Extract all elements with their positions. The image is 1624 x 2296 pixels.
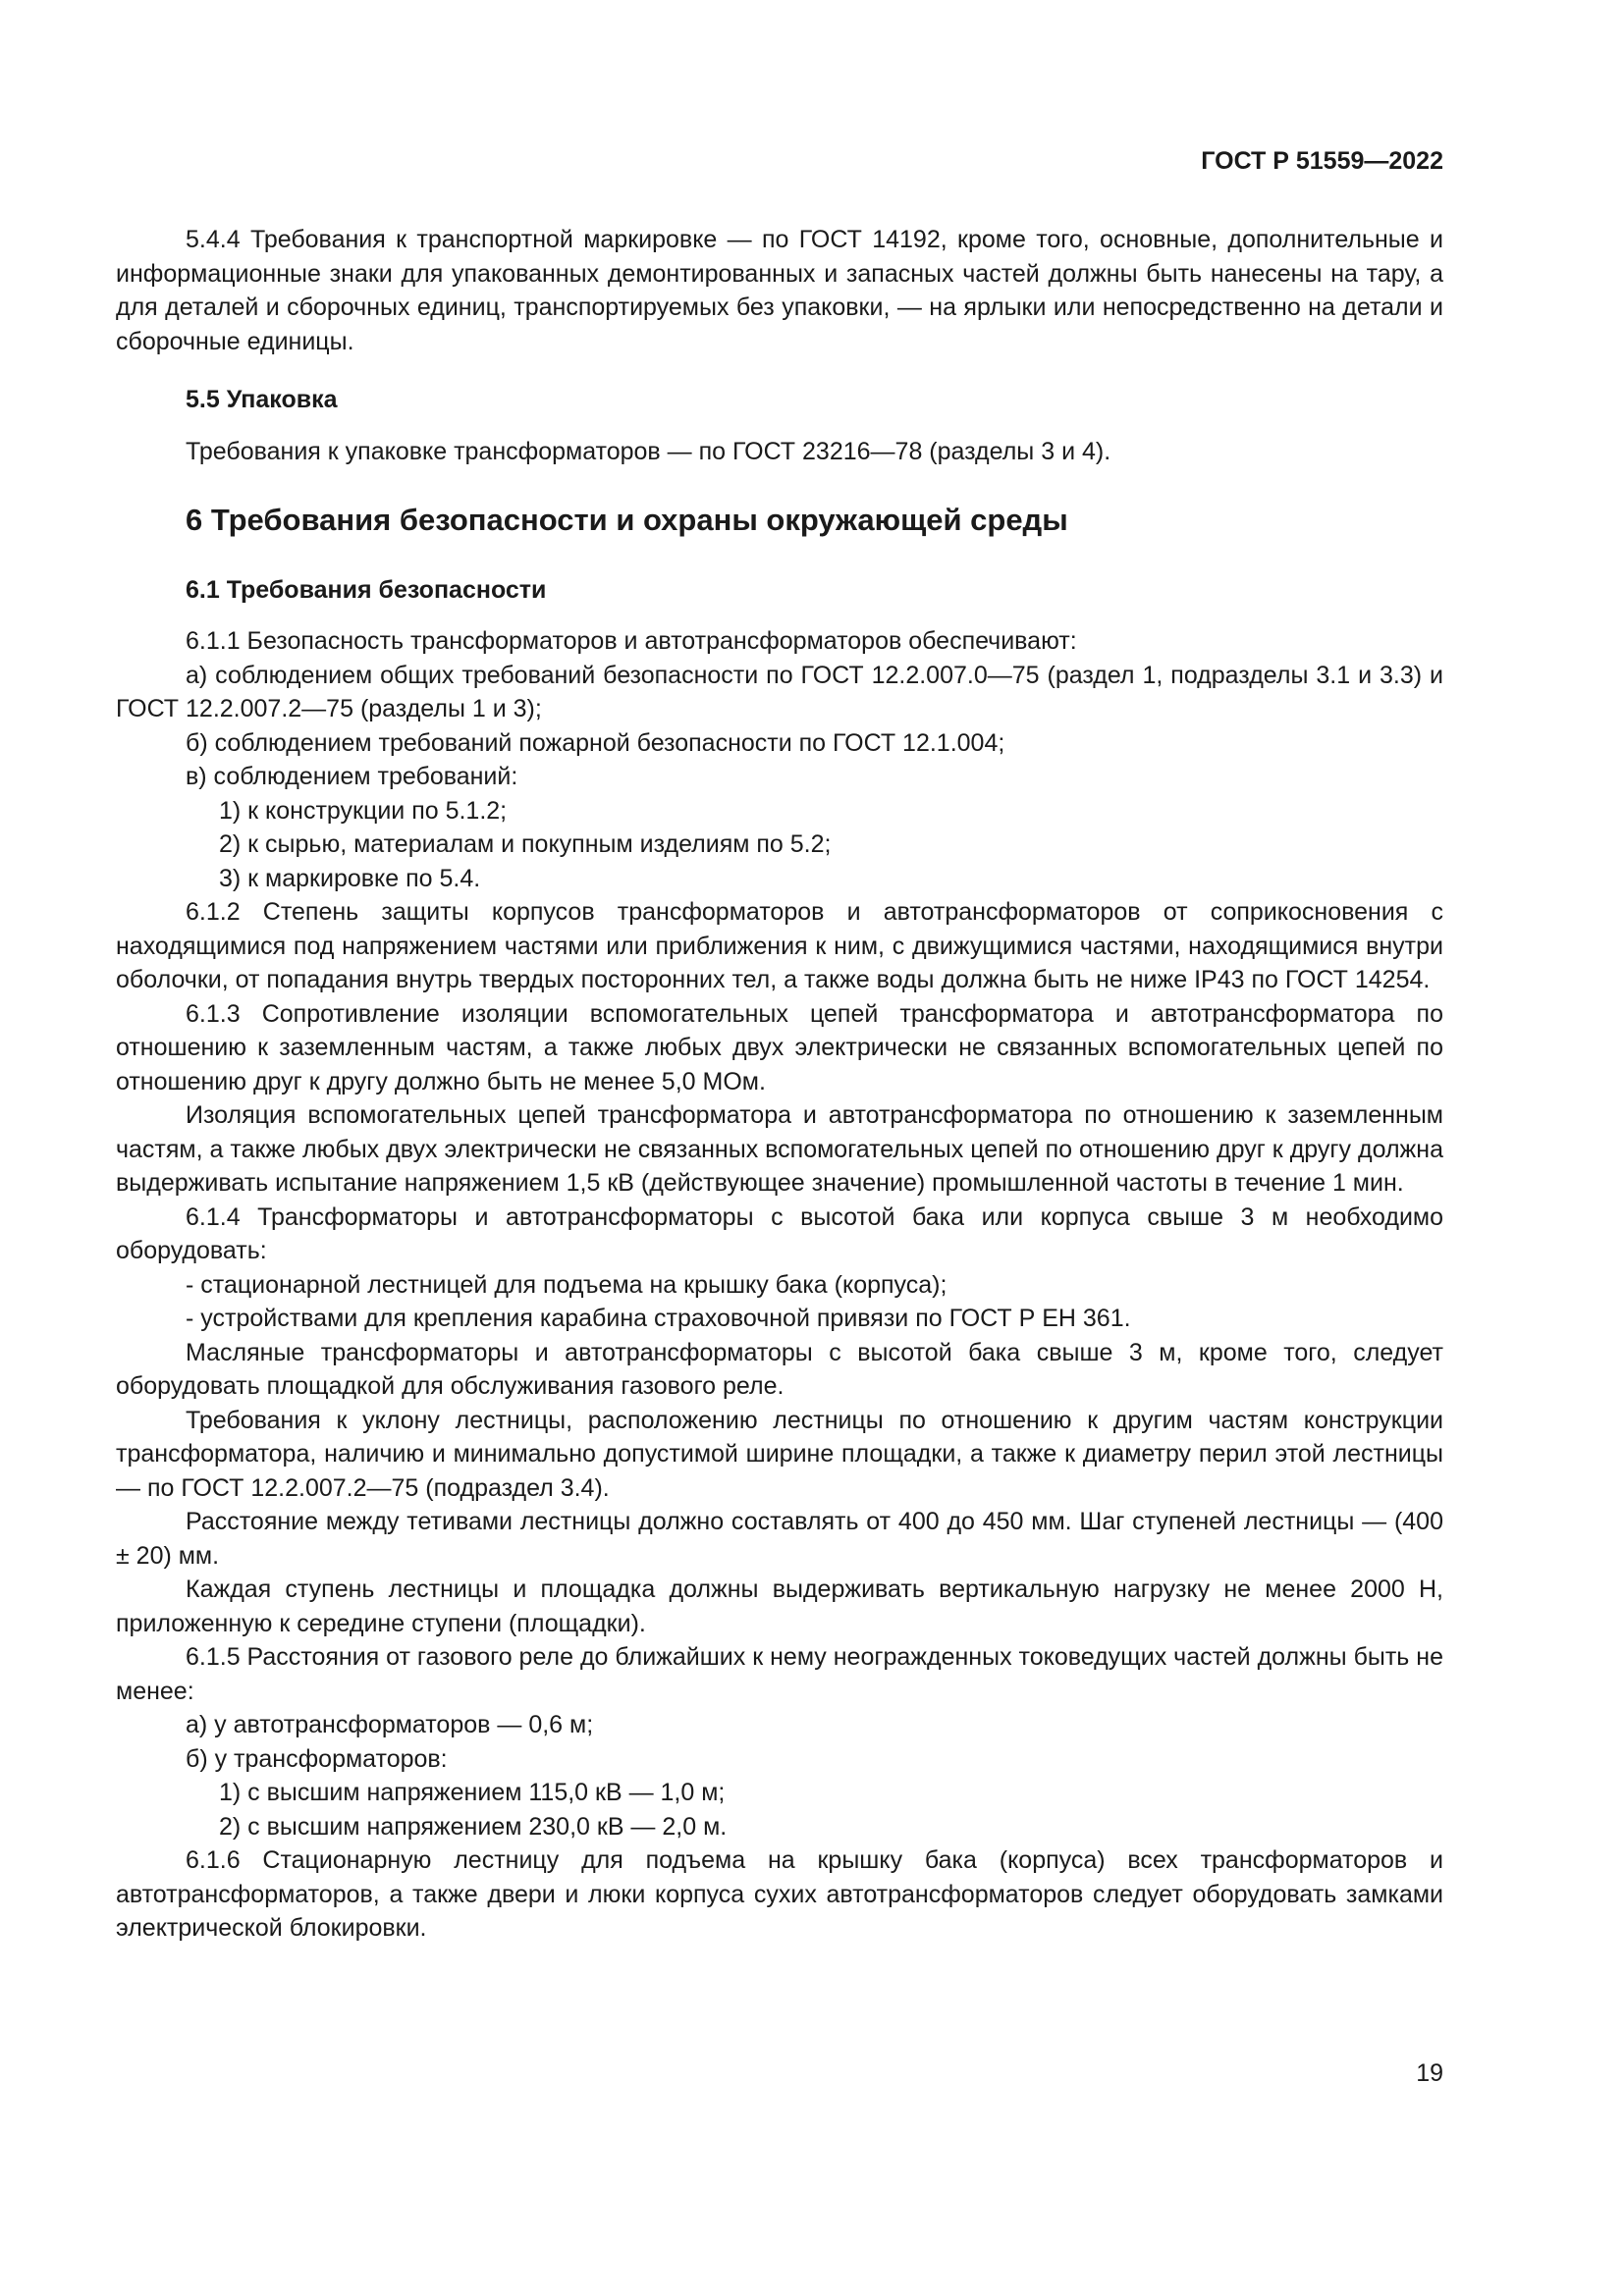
paragraph-ladder-slope: Требования к уклону лестницы, расположению лестницы по отношению к другим частям конструкции трансформатора, наличию и минимально допустимой ширине площадки, а также к диаметру перил этой лестницы — по ГОСТ 12.2.007.2—75 (подраздел 3.4). <box>116 1406 1443 1502</box>
list-item-autotransformers: а) у автотрансформаторов — 0,6 м; <box>186 1711 594 1738</box>
paragraph-5-4-4: 5.4.4 Требования к транспортной маркировке — по ГОСТ 14192, кроме того, основные, дополнительные и информационные знаки для упакованных демонтированных и запасных частей должны быть нанесены на тару, а для деталей и сборочных единиц, транспортируемых без упаковки, — на ярлыки или непосредственно на детали и сборочные единицы. <box>116 226 1443 355</box>
list-subitem-3: 3) к маркировке по 5.4. <box>219 864 481 892</box>
paragraph-5-5: Требования к упаковке трансформаторов — по ГОСТ 23216—78 (разделы 3 и 4). <box>186 437 1111 465</box>
heading-6-1: 6.1 Требования безопасности <box>186 575 547 604</box>
paragraph-6-1-2: 6.1.2 Степень защиты корпусов трансформаторов и автотрансформаторов от соприкосновения с находящимися под напряжением частями или приближения к ним, с движущимися частями, находящимися внутри оболочки, от попадания внутрь твердых посторонних тел, а также воды должна быть не ниже IP43 по ГОСТ 14254. <box>116 898 1443 993</box>
document-body <box>116 223 1443 1946</box>
list-subitem-230kv: 2) с высшим напряжением 230,0 кВ — 2,0 м. <box>219 1812 728 1841</box>
paragraph-6-1-6: 6.1.6 Стационарную лестницу для подъема на крышку бака (корпуса) всех трансформаторов и автотрансформаторов, а также двери и люки корпуса сухих автотрансформаторов следует оборудовать замками электрической блокировки. <box>116 1846 1443 1942</box>
page-number: 19 <box>1416 2059 1443 2087</box>
paragraph-ladder-distance: Расстояние между тетивами лестницы должно составлять от 400 до 450 мм. Шаг ступеней лестницы — (400 ± 20) мм. <box>116 1508 1443 1570</box>
list-item-dash-1: - стационарной лестницей для подъема на крышку бака (корпуса); <box>186 1270 947 1299</box>
paragraph-6-1-4: 6.1.4 Трансформаторы и автотрансформаторы с высотой бака или корпуса свыше 3 м необходимо оборудовать: <box>116 1202 1443 1264</box>
list-item-transformers: б) у трансформаторов: <box>186 1744 448 1773</box>
list-item-b: б) соблюдением требований пожарной безопасности по ГОСТ 12.1.004; <box>186 728 1005 757</box>
paragraph-6-1-3: 6.1.3 Сопротивление изоляции вспомогательных цепей трансформатора и автотрансформатора по отношению к заземленным частям, а также любых двух электрически не связанных вспомогательных цепей по отношению друг к другу должно быть не менее 5,0 МОм. <box>116 999 1443 1095</box>
paragraph-6-1-3-insulation: Изоляция вспомогательных цепей трансформатора и автотрансформатора по отношению к заземленным частям, а также любых двух электрически не связанных вспомогательных цепей по отношению друг к другу должна выдерживать испытание напряжением 1,5 кВ (действующее значение) промышленной частоты в течение 1 мин. <box>116 1101 1443 1197</box>
list-subitem-2: 2) к сырью, материалам и покупным изделиям по 5.2; <box>219 830 832 858</box>
list-item-dash-2: - устройствами для крепления карабина страховочной привязи по ГОСТ Р ЕН 361. <box>186 1305 1131 1332</box>
paragraph-6-1-1: 6.1.1 Безопасность трансформаторов и автотрансформаторов обеспечивают: <box>186 627 1077 655</box>
list-subitem-1: 1) к конструкции по 5.1.2; <box>219 796 508 825</box>
heading-6: 6 Требования безопасности и охраны окружающей среды <box>186 503 1068 537</box>
document-code: ГОСТ Р 51559—2022 <box>1201 147 1443 175</box>
paragraph-oil-transformers: Масляные трансформаторы и автотрансформаторы с высотой бака свыше 3 м, кроме того, следует оборудовать площадкой для обслуживания газового реле. <box>116 1338 1443 1400</box>
heading-5-5: 5.5 Упаковка <box>186 386 338 413</box>
paragraph-6-1-5: 6.1.5 Расстояния от газового реле до ближайших к нему неогражденных токоведущих частей должны быть не менее: <box>116 1643 1443 1705</box>
list-subitem-115kv: 1) с высшим напряжением 115,0 кВ — 1,0 м; <box>219 1779 726 1806</box>
list-item-a: а) соблюдением общих требований безопасности по ГОСТ 12.2.007.0—75 (раздел 1, подразделы 3.1 и 3.3) и ГОСТ 12.2.007.2—75 (разделы 1 и 3); <box>116 661 1443 722</box>
list-item-v: в) соблюдением требований: <box>186 763 518 790</box>
paragraph-ladder-load: Каждая ступень лестницы и площадка должны выдерживать вертикальную нагрузку не менее 2000 Н, приложенную к середине ступени (площадки). <box>116 1575 1443 1637</box>
